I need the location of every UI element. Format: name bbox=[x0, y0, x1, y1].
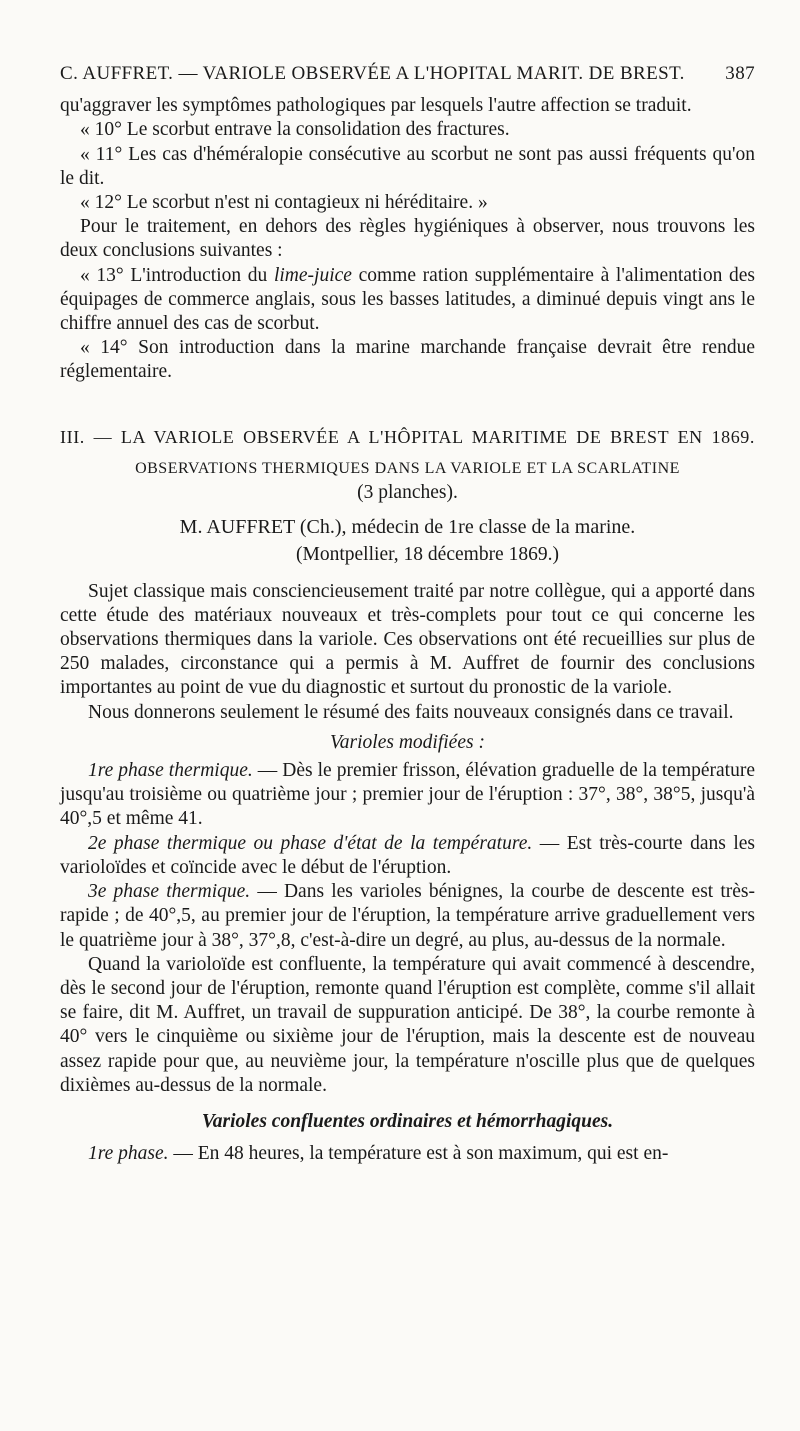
conclusion-12: « 12° Le scorbut n'est ni contagieux ni héréditaire. » bbox=[80, 192, 488, 214]
conclusion-10: « 10° Le scorbut entrave la consolidation des fractures. bbox=[80, 119, 510, 141]
phase-1: 1re phase thermique. — Dès le premier frisson, élévation graduelle de la température jusqu'au troisième ou quatrième jour ; premier jour de l'éruption : 37°, 38°, 38°5, jusqu'à 40°,5 et même 41. bbox=[60, 760, 755, 830]
conclusion-14: « 14° Son introduction dans la marine marchande française devrait être rendue réglementaire. bbox=[60, 337, 755, 383]
author-line: M. AUFFRET (Ch.), médecin de 1re classe de la marine. bbox=[179, 516, 636, 539]
section-title: III. — LA VARIOLE OBSERVÉE A L'HÔPITAL MARITIME DE BREST EN 1869. bbox=[60, 426, 755, 447]
running-title: C. AUFFRET. — VARIOLE OBSERVÉE A L'HOPITAL MARIT. DE BREST. bbox=[60, 63, 685, 84]
phase-2: 2e phase thermique ou phase d'état de la température. — Est très-courte dans les varioloïdes et coïncide avec le début de l'éruption. bbox=[60, 832, 755, 878]
paragraph: qu'aggraver les symptômes pathologiques par lesquels l'autre affection se traduit. bbox=[60, 95, 692, 117]
page-number: 387 bbox=[725, 63, 755, 84]
italic-term: lime-juice bbox=[273, 264, 352, 286]
conclusion-11: « 11° Les cas d'héméralopie consécutive au scorbut ne sont pas aussi fréquents qu'on le dit. bbox=[60, 143, 755, 189]
section-subtitle: OBSERVATIONS THERMIQUES DANS LA VARIOLE ET LA SCARLATINE bbox=[135, 459, 680, 477]
running-header bbox=[60, 62, 755, 86]
place-date: (Montpellier, 18 décembre 1869.) bbox=[296, 544, 559, 566]
paragraph-sujet: Sujet classique mais consciencieusement traité par notre collègue, qui a apporté dans cette étude des matériaux nouveaux et très-complets pour tout ce qui concerne les observations thermiques dans la variole. Ces observations ont été recueillies sur plus de 250 malades, circonstance qui a permis à M. Auffret de fournir des conclusions importantes au point de vue du diagnostic et surtout du pronostic de la variole. bbox=[60, 580, 755, 699]
document-page bbox=[60, 62, 755, 1166]
paragraph-treatment: Pour le traitement, en dehors des règles hygiéniques à observer, nous trouvons les deux conclusions suivantes : bbox=[60, 216, 755, 262]
heading-varioles-modifiees: Varioles modifiées : bbox=[330, 731, 485, 753]
phase-3: 3e phase thermique. — Dans les varioles bénignes, la courbe de descente est très-rapide ; de 40°,5, au premier jour de l'éruption, la température arrive graduellement vers le quatrième jour à 38°, 37°,8, c'est-à-dire un degré, au plus, au-dessus de la normale. bbox=[60, 881, 755, 951]
paragraph-resume: Nous donnerons seulement le résumé des faits nouveaux consignés dans ce travail. bbox=[88, 701, 734, 723]
paragraph-confluente: Quand la varioloïde est confluente, la température qui avait commencé à descendre, dès le second jour de l'éruption, remonte quand l'éruption est complète, comme s'il allait se faire, dit M. Auffret, un travail de suppuration anticipé. De 38°, la courbe remonte à 40° vers le cinquième ou sixième jour de l'éruption, mais la descente est de nouveau assez rapide pour que, au neuvième jour, la température n'oscille plus que de quelques dixièmes au-dessus de la normale. bbox=[60, 953, 755, 1096]
conclusion-13: « 13° L'introduction du lime-juice comme ration supplémentaire à l'alimentation des équipages de commerce anglais, sous les basses latitudes, a diminué depuis vingt ans le chiffre annuel des cas de scorbut. bbox=[60, 264, 755, 335]
last-line: 1re phase. — En 48 heures, la température est à son maximum, qui est en- bbox=[88, 1143, 669, 1165]
heading-varioles-confluentes: Varioles confluentes ordinaires et hémorrhagiques. bbox=[201, 1110, 614, 1132]
plates-note: (3 planches). bbox=[357, 482, 458, 504]
